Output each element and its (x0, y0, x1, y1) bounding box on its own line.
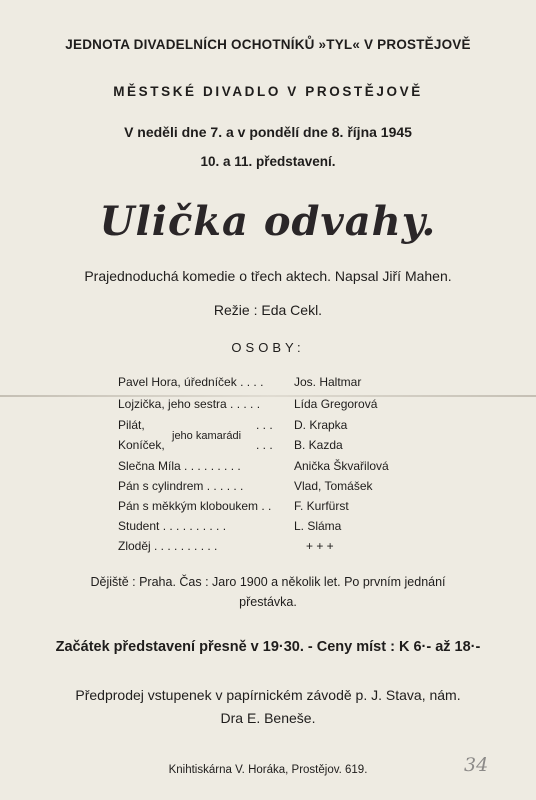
director-credit: Režie : Eda Cekl. (213, 302, 323, 318)
cast-actor: + + + (306, 539, 334, 553)
cast-actor: B. Kazda (294, 438, 343, 452)
cast-role: Student . . . . . . . . . . (118, 519, 227, 533)
cast-heading: OSOBY: (231, 340, 305, 355)
cast-role: Pavel Hora, úředníček . . . . (118, 375, 264, 389)
cast-dots: . . . (256, 418, 273, 432)
printer-credit: Knihtiskárna V. Horáka, Prostějov. 619. (168, 764, 368, 776)
cast-role: Zloděj . . . . . . . . . . (118, 539, 218, 553)
cast-actor: Jos. Haltmar (294, 375, 362, 389)
cast-role: Pilát, (118, 418, 145, 432)
cast-role: Pán s cylindrem . . . . . . (118, 479, 244, 493)
cast-actor: F. Kurfürst (294, 499, 349, 513)
theatre-heading: MĚSTSKÉ DIVADLO V PROSTĚJOVĚ (113, 84, 423, 99)
cast-role: Koníček, (118, 438, 165, 452)
cast-actor: L. Sláma (294, 519, 342, 533)
cast-actor: D. Krapka (294, 418, 348, 432)
start-and-prices: Začátek představení přesně v 19·30. - Ceny míst : K 6·- až 18·- (55, 639, 481, 655)
handwritten-number: 34 (464, 754, 489, 776)
setting-line: Dějiště : Praha. Čas : Jaro 1900 a několik let. Po prvním jednání (90, 575, 446, 589)
presale-line: Dra E. Beneše. (220, 710, 316, 726)
cast-dots: . . . (256, 438, 273, 452)
play-title: Ulička odvahy. (99, 198, 437, 245)
paper-fold-line (0, 395, 536, 397)
play-subtitle: Prajednoduchá komedie o třech aktech. Napsal Jiří Mahen. (84, 268, 452, 284)
shared-role-note: jeho kamarádi (172, 430, 242, 442)
cast-actor: Anička Škvařilová (294, 459, 389, 473)
cast-actor: Vlad, Tomášek (294, 479, 373, 493)
performance-dates: V neděli dne 7. a v pondělí dne 8. října 1945 (124, 124, 412, 140)
setting-line: přestávka. (239, 595, 297, 609)
presale-line: Předprodej vstupenek v papírnickém závodě p. J. Stava, nám. (75, 687, 461, 703)
cast-role: Pán s měkkým kloboukem . . (118, 499, 272, 513)
cast-role: Slečna Míla . . . . . . . . . (118, 459, 241, 473)
performance-numbers: 10. a 11. představení. (200, 154, 336, 169)
organization-heading: JEDNOTA DIVADELNÍCH OCHOTNÍKŮ »TYL« V PROSTĚJOVĚ (65, 37, 471, 52)
cast-role: Lojzička, jeho sestra . . . . . (118, 397, 261, 411)
cast-actor: Lída Gregorová (294, 397, 378, 411)
